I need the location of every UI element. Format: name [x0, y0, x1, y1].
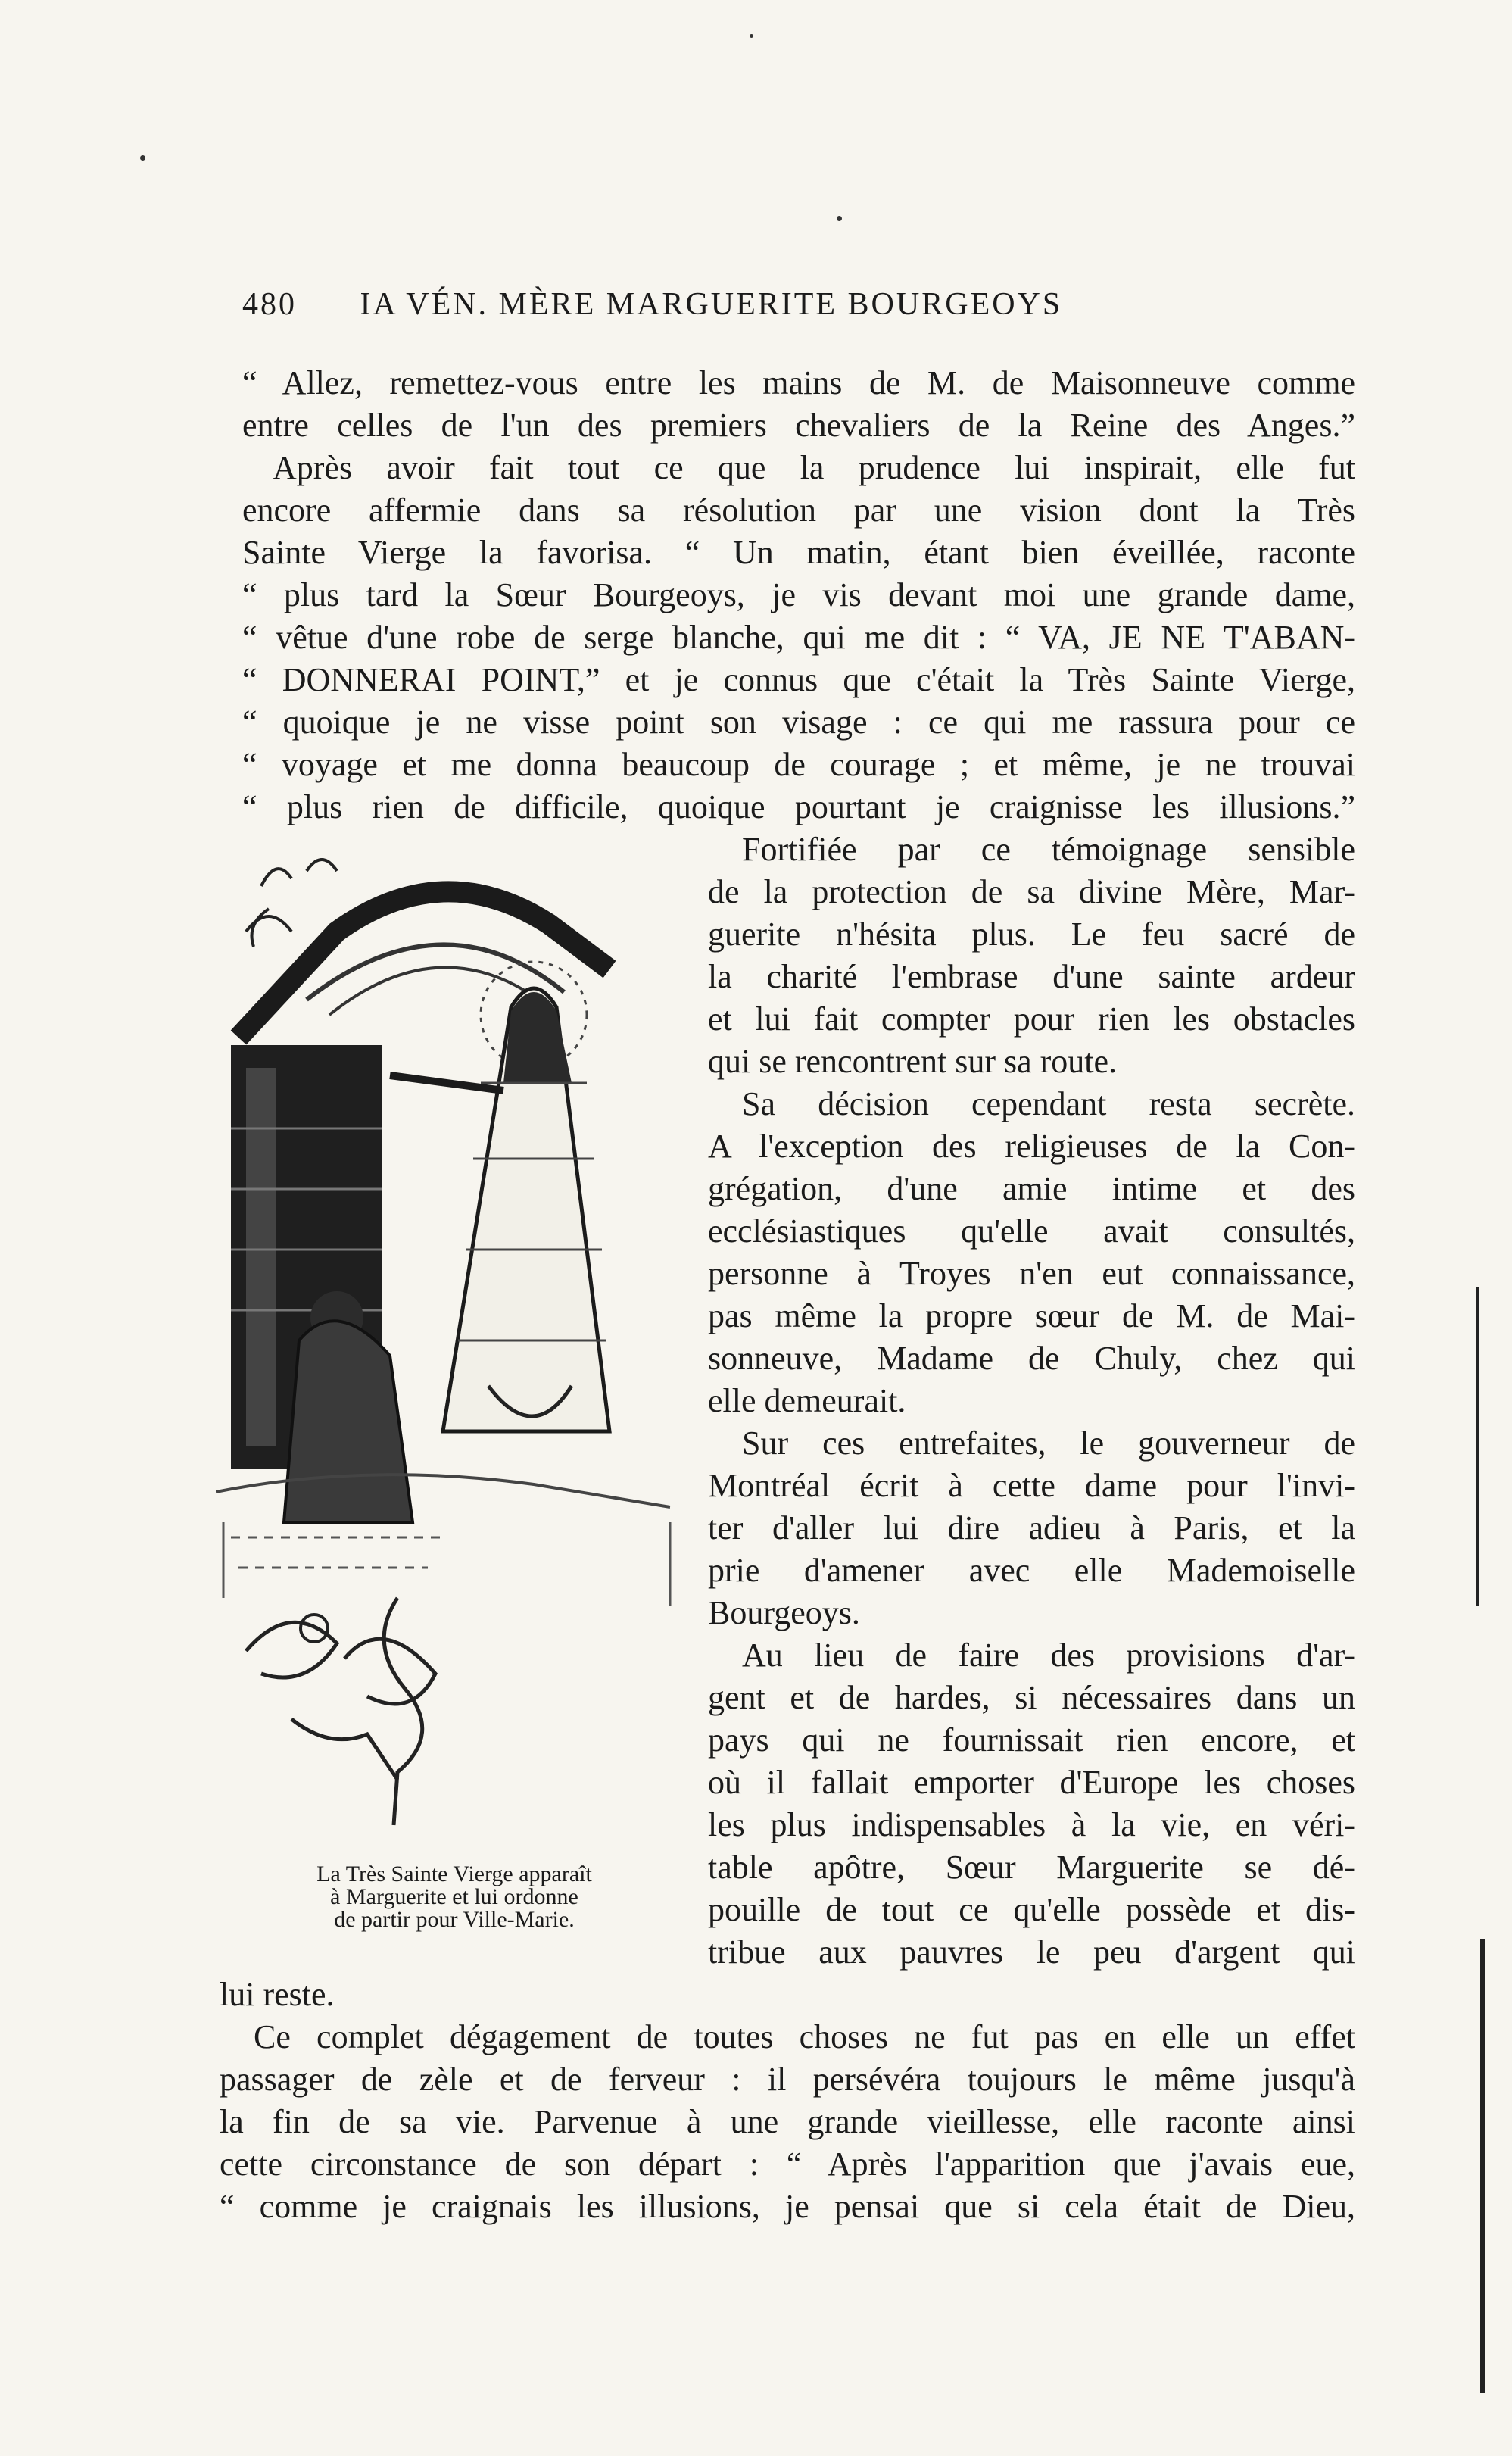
column-line: de la protection de sa divine Mère, Mar- — [708, 873, 1355, 910]
text-line: Sainte Vierge la favorisa. “ Un matin, étant bien éveillée, raconte — [242, 534, 1355, 571]
column-line: sonneuve, Madame de Chuly, chez qui — [708, 1340, 1355, 1377]
column-line: elle demeurait. — [708, 1382, 906, 1419]
column-line: ecclésiastiques qu'elle avait consultés, — [708, 1212, 1355, 1250]
column-line: A l'exception des religieuses de la Con- — [708, 1128, 1355, 1165]
text-line: entre celles de l'un des premiers chevaliers de la Reine des Anges.” — [242, 407, 1355, 444]
running-title: IA VÉN. MÈRE MARGUERITE BOURGEOYS — [360, 287, 1063, 322]
column-line: tribue aux pauvres le peu d'argent qui — [708, 1933, 1355, 1971]
text-line: “ DONNERAI POINT,” et je connus que c'était la Très Sainte Vierge, — [242, 661, 1355, 698]
column-line: les plus indispensables à la vie, en véri- — [708, 1806, 1355, 1843]
page-number: 480 — [242, 287, 297, 322]
column-line: pouille de tout ce qu'elle possède et dis- — [708, 1891, 1355, 1928]
column-line: personne à Troyes n'en eut connaissance, — [708, 1255, 1355, 1292]
illustration-caption: à Marguerite et lui ordonne — [330, 1884, 578, 1909]
text-line: “ voyage et me donna beaucoup de courage ; et même, je ne trouvai — [242, 746, 1355, 783]
illustration-caption: de partir pour Ville-Marie. — [334, 1907, 575, 1932]
column-line: guerite n'hésita plus. Le feu sacré de — [708, 916, 1355, 953]
text-line: “ plus tard la Sœur Bourgeoys, je vis devant moi une grande dame, — [242, 576, 1355, 613]
column-line: Au lieu de faire des provisions d'ar- — [742, 1637, 1355, 1674]
text-line: Après avoir fait tout ce que la prudence lui inspirait, elle fut — [273, 449, 1355, 486]
column-line: qui se rencontrent sur sa route. — [708, 1043, 1118, 1080]
column-line: Sa décision cependant resta secrète. — [742, 1085, 1355, 1122]
column-line: ter d'aller lui dire adieu à Paris, et la — [708, 1509, 1355, 1546]
column-line: la charité l'embrase d'une sainte ardeur — [708, 958, 1355, 995]
column-line: grégation, d'une amie intime et des — [708, 1170, 1355, 1207]
text-line: la fin de sa vie. Parvenue à une grande vieillesse, elle raconte ainsi — [220, 2103, 1355, 2140]
ink-speck — [837, 216, 842, 221]
ink-speck — [750, 34, 753, 38]
text-line: “ quoique je ne visse point son visage : ce qui me rassura pour ce — [242, 704, 1355, 741]
column-line: Bourgeoys. — [708, 1594, 860, 1631]
text-line: passager de zèle et de ferveur : il persévéra toujours le même jusqu'à — [220, 2061, 1355, 2098]
running-header — [242, 286, 1227, 323]
page-edge-line — [1480, 1939, 1485, 2393]
text-line: lui reste. — [220, 1976, 335, 2013]
column-line: table apôtre, Sœur Marguerite se dé- — [708, 1849, 1355, 1886]
column-line: gent et de hardes, si nécessaires dans un — [708, 1679, 1355, 1716]
column-line: où il fallait emporter d'Europe les choses — [708, 1764, 1355, 1801]
column-line: pays qui ne fournissait rien encore, et — [708, 1721, 1355, 1759]
column-line: Fortifiée par ce témoignage sensible — [742, 831, 1355, 868]
text-line: Ce complet dégagement de toutes choses ne fut pas en elle un effet — [254, 2018, 1355, 2055]
text-line: encore affermie dans sa résolution par une vision dont la Très — [242, 492, 1355, 529]
illustration-caption: La Très Sainte Vierge apparaît — [316, 1862, 592, 1886]
ink-speck — [140, 155, 145, 161]
text-line: “ plus rien de difficile, quoique pourtant je craignisse les illusions.” — [242, 788, 1355, 825]
text-line: “ Allez, remettez-vous entre les mains de M. de Maisonneuve comme — [242, 364, 1355, 401]
column-line: pas même la propre sœur de M. de Mai- — [708, 1297, 1355, 1334]
column-line: et lui fait compter pour rien les obstacles — [708, 1000, 1355, 1038]
engraving-illustration — [216, 841, 693, 1848]
text-line: “ vêtue d'une robe de serge blanche, qui me dit : “ VA, JE NE T'ABAN- — [242, 619, 1355, 656]
column-line: Sur ces entrefaites, le gouverneur de — [742, 1425, 1355, 1462]
text-line: cette circonstance de son départ : “ Après l'apparition que j'avais eue, — [220, 2145, 1355, 2183]
page-edge-line — [1476, 1287, 1479, 1606]
column-line: Montréal écrit à cette dame pour l'invi- — [708, 1467, 1355, 1504]
column-line: prie d'amener avec elle Mademoiselle — [708, 1552, 1355, 1589]
text-line: “ comme je craignais les illusions, je pensai que si cela était de Dieu, — [220, 2188, 1355, 2225]
